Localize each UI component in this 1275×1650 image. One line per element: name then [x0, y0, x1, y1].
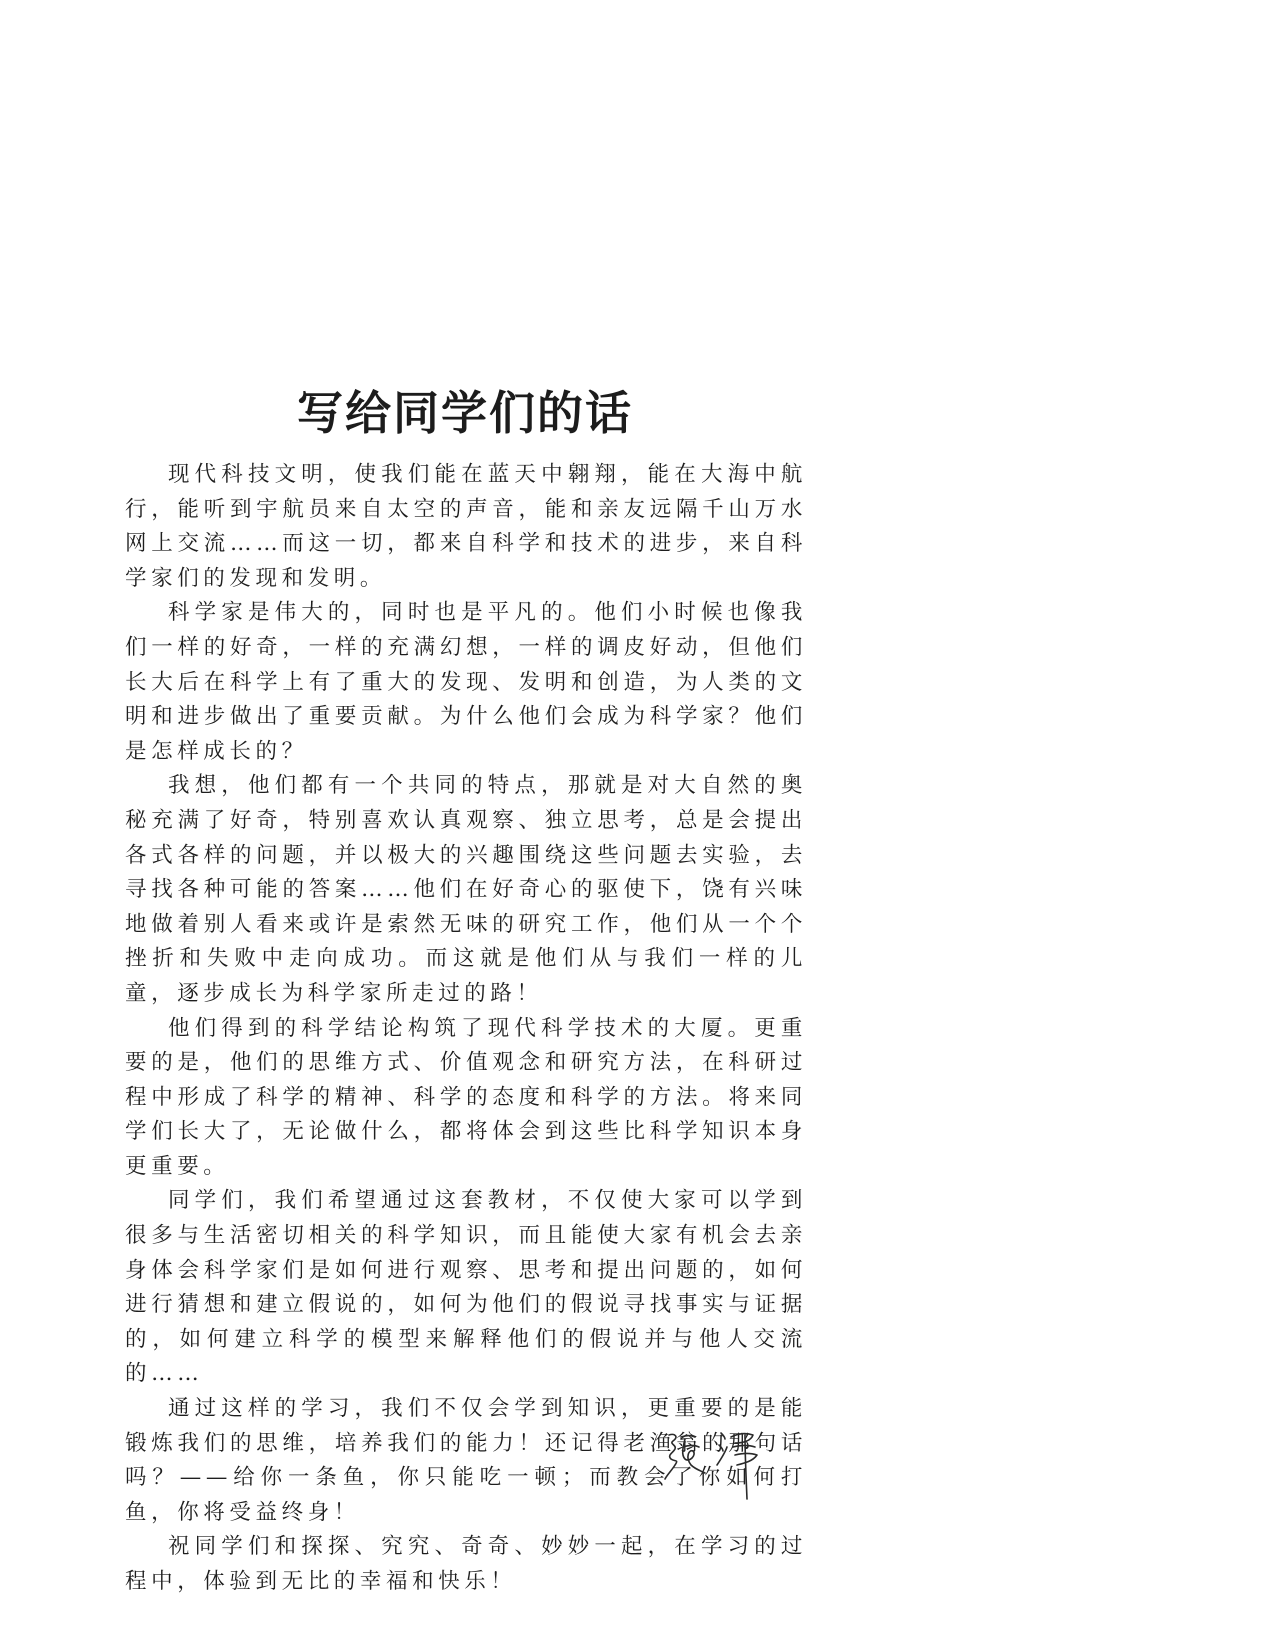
- paragraph-3: 我想，他们都有一个共同的特点，那就是对大自然的奥秘充满了好奇，特别喜欢认真观察、独立思考，总是会提出各式各样的问题，并以极大的兴趣围绕这些问题去实验，去寻找各种可能的答案……他们在好奇心的驱使下，饶有兴味地做着别人看来或许是索然无味的研究工作，他们从一个个挫折和失败中走向成功。而这就是他们从与我们一样的儿童，逐步成长为科学家所走过的路！: [125, 773, 807, 1006]
- handwritten-signature-icon: [655, 1425, 775, 1505]
- paragraph-7: 祝同学们和探探、究究、奇奇、妙妙一起，在学习的过程中，体验到无比的幸福和快乐！: [125, 1534, 807, 1594]
- paragraph-4: 他们得到的科学结论构筑了现代科学技术的大厦。更重要的是，他们的思维方式、价值观念和研究方法，在科研过程中形成了科学的精神、科学的态度和科学的方法。将来同学们长大了，无论做什么，都将体会到这些比科学知识本身更重要。: [125, 1015, 807, 1179]
- page-title: 写给同学们的话: [297, 385, 633, 440]
- paragraph-6: 通过这样的学习，我们不仅会学到知识，更重要的是能锻炼我们的思维，培养我们的能力！还记得老渔翁的那句话吗？——给你一条鱼，你只能吃一顿；而教会了你如何打鱼，你将受益终身！: [125, 1396, 807, 1525]
- paragraph-5: 同学们，我们希望通过这套教材，不仅使大家可以学到很多与生活密切相关的科学知识，而且能使大家有机会去亲身体会科学家们是如何进行观察、思考和提出问题的，如何进行猜想和建立假说的，如何为他们的假说寻找事实与证据的，如何建立科学的模型来解释他们的假说并与他人交流的……: [125, 1188, 807, 1387]
- paragraph-2: 科学家是伟大的，同时也是平凡的。他们小时候也像我们一样的好奇，一样的充满幻想，一样的调皮好动，但他们长大后在科学上有了重大的发现、发明和创造，为人类的文明和进步做出了重要贡献。为什么他们会成为科学家？他们是怎样成长的？: [125, 600, 807, 764]
- paragraph-1: 现代科技文明，使我们能在蓝天中翱翔，能在大海中航行，能听到宇航员来自太空的声音，能和亲友远隔千山万水网上交流……而这一切，都来自科学和技术的进步，来自科学家们的发现和发明。: [125, 462, 807, 591]
